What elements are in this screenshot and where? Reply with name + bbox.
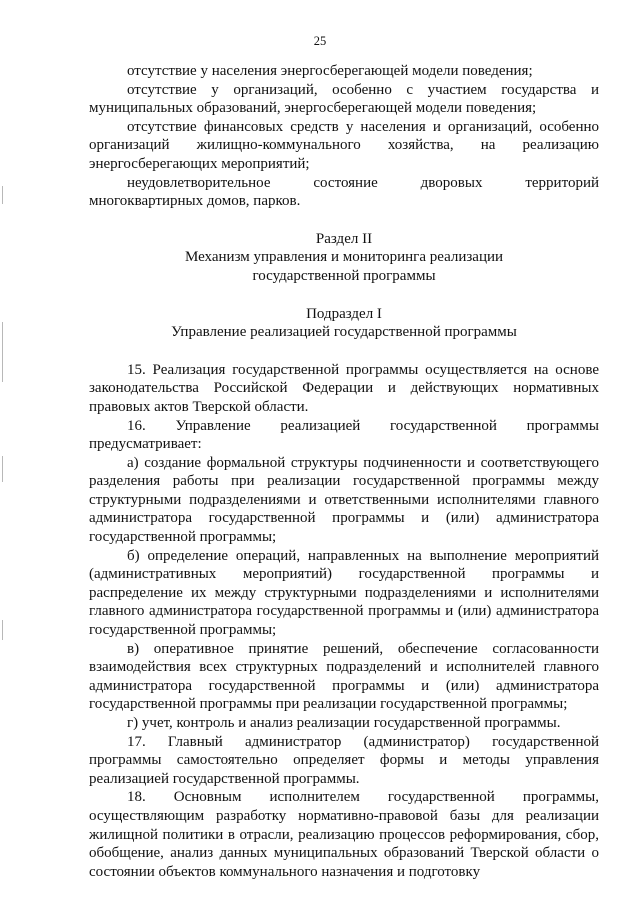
paragraph: в) оперативное принятие решений, обеспечение согласованности взаимодействия всех структурных подразделений и исполнителей главного администратора государственной программы и (или) администратора государственной программы при реализации государственной программы; <box>89 640 599 713</box>
scan-edge-mark <box>2 620 3 640</box>
paragraph: 16. Управление реализацией государственной программы предусматривает: <box>89 417 599 453</box>
document-body <box>89 62 599 881</box>
section-heading: Раздел II <box>315 230 373 247</box>
paragraph: 18. Основным исполнителем государственной программы, осуществляющим разработку нормативно-правовой базы для реализации жилищной политики в отрасли, реализацию процессов реформирования, сбор, обобщение, анализ данных муниципальных образований Тверской области о состоянии объектов коммунального назначения и подготовку <box>89 789 599 880</box>
scan-edge-mark <box>2 186 3 204</box>
paragraph: неудовлетворительное состояние дворовых территорий многоквартирных домов, парков. <box>89 174 599 210</box>
spacer <box>89 211 599 230</box>
scan-edge-mark <box>2 322 3 382</box>
paragraph: отсутствие у организаций, особенно с участием государства и муниципальных образований, энергосберегающей модели поведения; <box>89 81 599 117</box>
paragraph: 15. Реализация государственной программы осуществляется на основе законодательства Российской Федерации и действующих нормативных правовых актов Тверской области. <box>89 361 599 415</box>
scan-edge-mark <box>2 456 3 482</box>
page-number: 25 <box>313 34 327 48</box>
section-heading: Управление реализацией государственной программы <box>171 324 517 341</box>
spacer <box>89 286 599 305</box>
section-heading: Механизм управления и мониторинга реализации <box>184 249 504 266</box>
section-heading: Подраздел I <box>306 305 382 322</box>
section-heading: государственной программы <box>252 267 436 284</box>
paragraph: б) определение операций, направленных на выполнение мероприятий (административных мероприятий) государственной программы и распределение их между структурными подразделениями и исполнителями главного администратора государственной программы и (или) администратора государственной программы; <box>89 547 599 639</box>
paragraph: отсутствие финансовых средств у населения и организаций, особенно организаций жилищно-коммунального хозяйства, на реализацию энергосберегающих мероприятий; <box>89 118 599 172</box>
paragraph: а) создание формальной структуры подчиненности и соответствующего разделения работы при реализации государственной программы между структурными подразделениями и ответственными исполнителями главного администратора государственной программы и (или) администратора государственной программы; <box>89 454 599 546</box>
paragraph: отсутствие у населения энергосберегающей модели поведения; <box>127 63 533 79</box>
spacer <box>89 342 599 361</box>
paragraph: г) учет, контроль и анализ реализации государственной программы. <box>127 715 561 731</box>
paragraph: 17. Главный администратор (администратор) государственной программы самостоятельно определяет формы и методы управления реализацией государственной программы. <box>89 733 599 787</box>
